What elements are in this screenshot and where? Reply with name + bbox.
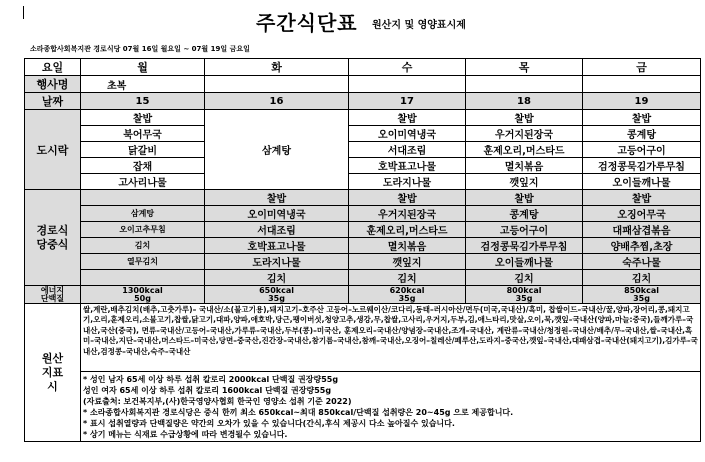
elderly-wed-item: 우거지된장국 (349, 206, 466, 222)
lunchbox-row (25, 126, 701, 142)
elderly-row (25, 270, 701, 286)
nutrition-wed (349, 286, 466, 304)
elderly-mon-item: 오이고추무침 (81, 222, 205, 238)
lunchbox-thu-item: 우거지된장국 (466, 126, 583, 142)
nutrition-mon (81, 286, 205, 304)
lunchbox-thu-item: 훈제오리,머스타드 (466, 142, 583, 158)
elderly-row (25, 190, 701, 206)
notes-row (25, 372, 701, 442)
note-line: (자료출처: 보건복지부,(사)한국영양사협회 한국인 영양소 섭취 기준 2022) (83, 396, 352, 406)
elderly-row (25, 222, 701, 238)
elderly-wed-item: 멸치볶음 (349, 238, 466, 254)
lunchbox-thu-item: 찰밥 (466, 110, 583, 126)
nutrition-fri (583, 286, 701, 304)
elderly-thu-item: 콩계탕 (466, 206, 583, 222)
date-wed: 17 (349, 93, 466, 110)
elderly-tue-item: 서대조림 (205, 222, 349, 238)
energy-value: 850kcal (624, 285, 659, 295)
elderly-wed-item: 훈제오리,머스타드 (349, 222, 466, 238)
lunchbox-thu-item: 깻잎지 (466, 174, 583, 190)
protein-value: 35g (515, 293, 533, 303)
elderly-tue-item: 김치 (205, 270, 349, 286)
date-mon: 15 (81, 93, 205, 110)
protein-value: 50g (134, 293, 151, 303)
lunchbox-tue-item: 삼계탕 (205, 110, 349, 190)
lunchbox-mon-item: 잡채 (81, 158, 205, 174)
date-row (25, 93, 701, 110)
lunchbox-wed-item: 찰밥 (349, 110, 466, 126)
page-title: 주간식단표 (256, 11, 358, 35)
elderly-row (25, 238, 701, 254)
protein-value: 35g (398, 293, 416, 303)
elderly-tue-item: 도라지나물 (205, 254, 349, 270)
note-line: 성인 여자 65세 이상 하루 섭취 칼로리 1600kcal 단백질 권장량55g (83, 385, 332, 395)
elderly-wed-item: 깻잎지 (349, 254, 466, 270)
event-label: 행사명 (25, 76, 81, 93)
date-thu: 18 (466, 93, 583, 110)
day-label: 요일 (25, 59, 81, 76)
energy-value: 1300kcal (122, 285, 163, 295)
elderly-thu-item: 김치 (466, 270, 583, 286)
lunchbox-wed-item: 도라지나물 (349, 174, 466, 190)
day-mon: 월 (81, 59, 205, 76)
elderly-fri-item: 양배추찜,초장 (583, 238, 701, 254)
elderly-row (25, 206, 701, 222)
elderly-fri-item: 김치 (583, 270, 701, 286)
origin-text: 쌀,계란,배추김치(배추,고춧가루)– 국내산/소(불고기용),돼지고기–호주산 고등어–노르웨이산/코다리,동태–러시아산/면두(미국,국내산)/흑미, 찹쌀이드–국내산/꿀,양파,장어리,콩,돼지고기,오리,훈제오리,소불고기,찹쌀,닭고기,대파,양파,애호박,당근,팽이버섯,청양고추,생강,무,찹쌀,고사리,우거지,두부,김,애느타리,맛살,오이,묵,깻잎–국내산(양파,마늘:중국),들깨가루–국내산,국산(중국), 면류–국내산/고등어–국내산,가루류–국내산,두부(콩)–미국산, 훈제오리–국내산/양념장–국내산,조개–국내산, 계란류–국내산/청정원–국내산/배추/무–국내산,쌀–국내산,흑미–국내산,지단–국내산,머스타드–미국산,당면–중국산,진간장–국내산,참기름–국내산,참깨–국내산,오징어–칠레산/페루산,도라지–중국산,깻잎–국내산,대패삼겹–국내산(돼지고기),김가루–국내산,검정콩–국내산,숙주–국내산 (81, 304, 701, 372)
elderly-mon-item: 삼계탕 (81, 206, 205, 222)
day-tue: 화 (205, 59, 349, 76)
elderly-fri-item: 대패삼겹볶음 (583, 222, 701, 238)
lunchbox-wed-item: 호박표고나물 (349, 158, 466, 174)
elderly-row (25, 254, 701, 270)
lunchbox-mon-item: 고사리나물 (81, 174, 205, 190)
protein-value: 35g (633, 293, 650, 303)
elderly-thu-item: 검정콩묵김가루무침 (466, 238, 583, 254)
period-info: 소라종합사회복지관 경로식당 07월 16일 월요일 ~ 07월 19일 금요일 (30, 45, 250, 53)
origin-row (25, 304, 701, 372)
energy-value: 800kcal (506, 285, 542, 295)
menu-table (24, 58, 701, 442)
note-line: * 성인 남자 65세 이상 하루 섭취 칼로리 2000kcal 단백질 권장량55g (83, 374, 339, 384)
protein-value: 35g (268, 293, 285, 303)
nutrition-thu (466, 286, 583, 304)
energy-value: 620kcal (389, 285, 425, 295)
lunchbox-row (25, 158, 701, 174)
lunchbox-fri-item: 오이들깨나물 (583, 174, 701, 190)
day-thu: 목 (466, 59, 583, 76)
page-subtitle: 원산지 및 영양표시제 (372, 20, 466, 31)
elderly-thu-item: 고등어구이 (466, 222, 583, 238)
nutrition-label (25, 286, 81, 304)
elderly-tue-item: 오이미역냉국 (205, 206, 349, 222)
elderly-label: 경로식당중식 (25, 190, 81, 286)
protein-label: 단백질 (40, 293, 65, 303)
energy-value: 650kcal (259, 285, 294, 295)
text-cursor (23, 6, 24, 19)
note-line: * 상기 메뉴는 식재료 수급상황에 따라 변경될수 있습니다. (83, 429, 288, 439)
elderly-tue-item: 호박표고나물 (205, 238, 349, 254)
elderly-thu-item: 찰밥 (466, 190, 583, 206)
day-row (25, 59, 701, 76)
lunchbox-row (25, 110, 701, 126)
nutrition-tue (205, 286, 349, 304)
note-line: * 소라종합사회복지관 경로식당은 중식 한끼 최소 650kcal~최대 850kcal/단백질 섭취량은 20~45g 으로 제공합니다. (83, 407, 514, 417)
lunchbox-fri-item: 찰밥 (583, 110, 701, 126)
lunchbox-fri-item: 고등어구이 (583, 142, 701, 158)
lunchbox-label: 도시락 (25, 110, 81, 190)
event-name: 초복 (81, 76, 205, 93)
elderly-thu-item: 오이들깨나물 (466, 254, 583, 270)
lunchbox-fri-item: 검정콩묵김가루무침 (583, 158, 701, 174)
elderly-fri-item: 찰밥 (583, 190, 701, 206)
lunchbox-mon-item: 북어무국 (81, 126, 205, 142)
lunchbox-thu-item: 멸치볶음 (466, 158, 583, 174)
elderly-wed-item: 김치 (349, 270, 466, 286)
elderly-mon-item: 김치 (81, 238, 205, 254)
date-tue: 16 (205, 93, 349, 110)
nutrition-row (25, 286, 701, 304)
date-fri: 19 (583, 93, 701, 110)
elderly-fri-item: 오징어무국 (583, 206, 701, 222)
lunchbox-row (25, 174, 701, 190)
lunchbox-wed-item: 오이미역냉국 (349, 126, 466, 142)
elderly-fri-item: 숙주나물 (583, 254, 701, 270)
elderly-wed-item: 찰밥 (349, 190, 466, 206)
note-line: * 표시 섭취열량과 단백질량은 약간의 오차가 있을 수 있습니다(간식,후식 제공시 다소 높아질수 있습니다. (83, 418, 455, 428)
event-row (25, 76, 701, 93)
origin-label: 원산지표시 (25, 304, 81, 442)
energy-label: 에너지 (40, 285, 65, 295)
day-wed: 수 (349, 59, 466, 76)
elderly-mon-item: 열무김치 (81, 254, 205, 270)
elderly-tue-item: 찰밥 (205, 190, 349, 206)
lunchbox-row (25, 142, 701, 158)
notes (81, 372, 701, 442)
lunchbox-mon-item: 찰밥 (81, 110, 205, 126)
day-fri: 금 (583, 59, 701, 76)
date-label: 날짜 (25, 93, 81, 110)
lunchbox-wed-item: 서대조림 (349, 142, 466, 158)
lunchbox-mon-item: 닭갈비 (81, 142, 205, 158)
lunchbox-fri-item: 콩계탕 (583, 126, 701, 142)
